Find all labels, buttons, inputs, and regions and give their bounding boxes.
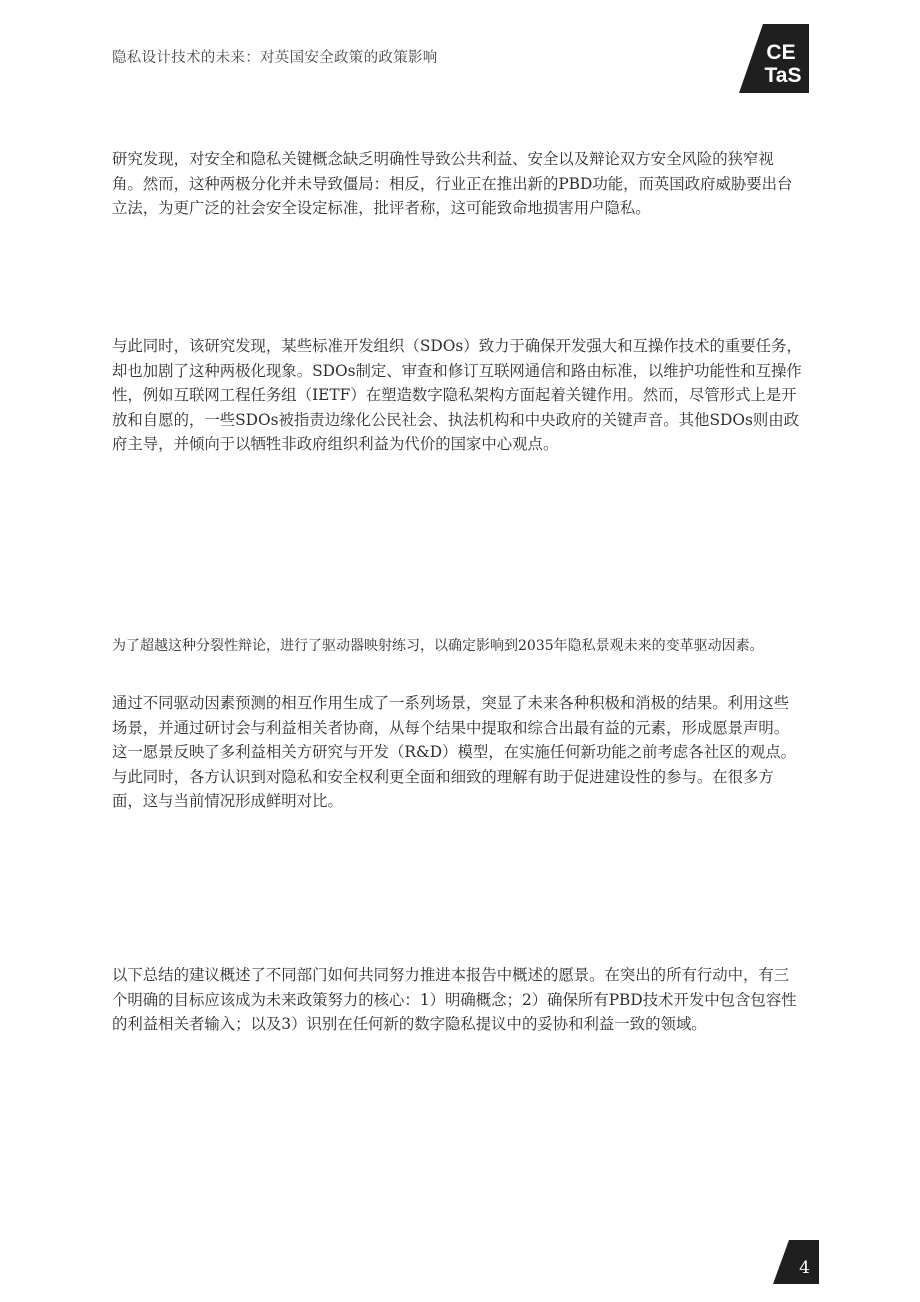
paragraph-4: 通过不同驱动因素预测的相互作用生成了一系列场景，突显了未来各种积极和消极的结果。利用这些场景，并通过研讨会与利益相关者协商，从每个结果中提取和综合出最有益的元素，形成愿景声明。这一愿景反映了多利益相关方研究与开发（R&D）模型，在实施任何新功能之前考虑各社区的观点。与此同时，各方认识到对隐私和安全权利更全面和细致的理解有助于促进建设性的参与。在很多方面，这与当前情况形成鲜明对比。	[112, 694, 797, 811]
cetas-logo	[739, 24, 809, 93]
paragraph-3: 为了超越这种分裂性辩论，进行了驱动器映射练习，以确定影响到2035年隐私景观未来的变革驱动因素。	[112, 638, 764, 654]
page-number-tab	[773, 1240, 819, 1284]
logo-text-line1: CE	[766, 41, 796, 64]
paragraph-2: 与此同时，该研究发现，某些标准开发组织（SDOs）致力于确保开发强大和互操作技术的重要任务，却也加剧了这种两极化现象。SDOs制定、审查和修订互联网通信和路由标准，以维护功能性和互操作性，例如互联网工程任务组（IETF）在塑造数字隐私架构方面起着关键作用。然而，尽管形式上是开放和自愿的，一些SDOs被指责边缘化公民社会、执法机构和中央政府的关键声音。其他SDOs则由政府主导，并倾向于以牺牲非政府组织利益为代价的国家中心观点。	[112, 337, 802, 454]
paragraph-1: 研究发现，对安全和隐私关键概念缺乏明确性导致公共利益、安全以及辩论双方安全风险的狭窄视角。然而，这种两极分化并未导致僵局：相反，行业正在推出新的PBD功能，而英国政府威胁要出台立法，为更广泛的社会安全设定标准，批评者称，这可能致命地损害用户隐私。	[112, 150, 793, 218]
paragraph-5: 以下总结的建议概述了不同部门如何共同努力推进本报告中概述的愿景。在突出的所有行动中，有三个明确的目标应该成为未来政策努力的核心：1）明确概念；2）确保所有PBD技术开发中包含包容性的利益相关者输入；以及3）识别在任何新的数字隐私提议中的妥协和利益一致的领域。	[112, 966, 797, 1034]
document-header-title: 隐私设计技术的未来：对英国安全政策的政策影响	[112, 50, 438, 66]
page-number: 4	[799, 1258, 810, 1278]
logo-text-line2: TaS	[764, 64, 802, 87]
